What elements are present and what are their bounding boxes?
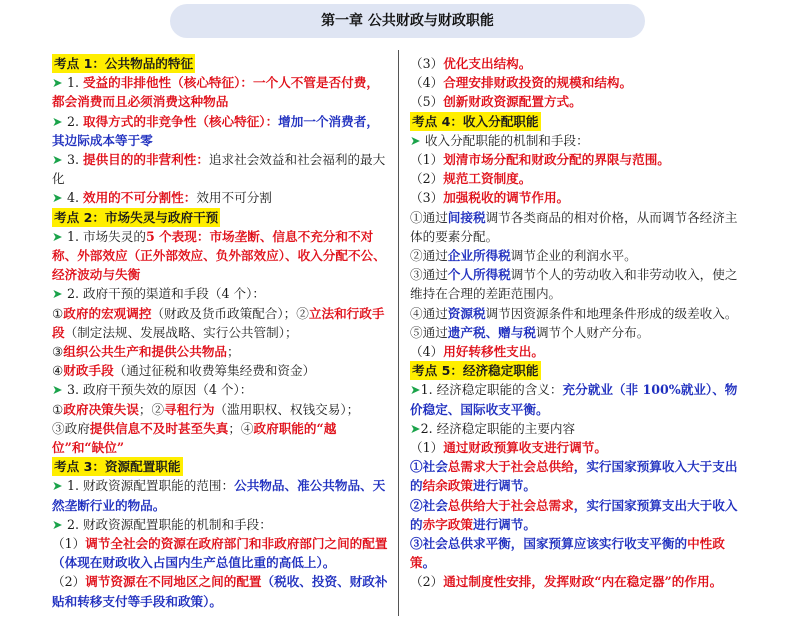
- text-segment: （2）: [410, 171, 444, 187]
- text-segment: 追求社会效益和社会福利的最大化: [52, 152, 386, 187]
- text-segment: 3. 政府干预失效的原因（4 个）：: [66, 382, 253, 398]
- text-segment: 加强税收的调节作用。: [443, 190, 570, 206]
- text-line: [52, 284, 388, 303]
- text-segment: 创新财政资源配置方式。: [443, 94, 582, 110]
- text-line: [410, 131, 746, 150]
- text-line: [410, 438, 746, 457]
- text-segment: 总需求大于社会总供给: [447, 459, 574, 475]
- text-segment: 1.: [66, 75, 83, 91]
- text-segment: 收入分配职能的机制和手段：: [424, 132, 589, 148]
- text-line: [52, 400, 388, 419]
- text-segment: ③通过: [410, 267, 448, 283]
- text-segment: 立法和行政手段: [52, 305, 385, 340]
- arrow-bullet-icon: ➤: [52, 190, 67, 206]
- text-line: [410, 572, 746, 591]
- arrow-bullet-icon: ➤: [410, 382, 421, 398]
- text-segment: （财政及货币政策配合）；②: [151, 305, 309, 321]
- arrow-bullet-icon: ➤: [410, 420, 421, 436]
- text-line: [410, 342, 746, 361]
- text-line: [52, 150, 388, 188]
- text-segment: 1. 财政资源配置职能的范围：: [66, 478, 235, 494]
- text-line: [410, 457, 746, 495]
- text-segment: （5）: [410, 94, 444, 110]
- text-segment: 2. 经济稳定职能的主要内容: [420, 420, 576, 436]
- text-line: [52, 515, 388, 534]
- text-segment: ②通过: [410, 248, 448, 264]
- text-segment: （3）: [410, 56, 444, 71]
- text-line: [52, 227, 388, 285]
- text-segment: 2. 政府干预的渠道和手段（4 个）：: [66, 286, 265, 302]
- text-line: [410, 92, 746, 111]
- text-line: [52, 476, 388, 514]
- text-segment: 1. 经济稳定职能的含义：: [420, 382, 563, 398]
- arrow-bullet-icon: ➤: [52, 228, 67, 244]
- arrow-bullet-icon: ➤: [410, 132, 425, 148]
- section-heading: [52, 457, 388, 476]
- text-segment: 充分就业（非 100%就业）、物价稳定、国际收支平衡。: [410, 382, 738, 417]
- text-segment: 。: [422, 555, 436, 571]
- text-line: [52, 572, 388, 610]
- heading-text: 考点 3：资源配置职能: [52, 457, 183, 476]
- text-segment: 进行调节。: [472, 516, 536, 532]
- text-segment: 遗产税、赠与税: [447, 324, 536, 340]
- text-segment: 总供给大于社会总需求: [447, 497, 574, 513]
- text-segment: 中性政策: [410, 536, 725, 571]
- text-segment: 效用的不可分割性：: [82, 190, 197, 206]
- text-segment: （1）: [410, 152, 444, 168]
- chapter-title: 第一章 公共财政与财政职能: [170, 4, 645, 38]
- text-segment: 4.: [66, 190, 83, 206]
- arrow-bullet-icon: ➤: [52, 516, 67, 532]
- section-heading: [410, 361, 746, 380]
- text-segment: ，实行国家预算收入大于支出的: [410, 459, 738, 494]
- arrow-bullet-icon: ➤: [52, 152, 67, 168]
- arrow-bullet-icon: ➤: [52, 113, 67, 129]
- text-segment: 进行调节。: [472, 478, 536, 494]
- text-segment: 调节因资源条件和地理条件形成的级差收入。: [485, 305, 738, 321]
- text-segment: （2）: [52, 574, 86, 590]
- text-line: [410, 150, 746, 169]
- text-segment: ①: [52, 305, 64, 321]
- text-line: [52, 304, 388, 342]
- text-segment: 结余政策: [422, 478, 473, 494]
- heading-text: 考点 1：公共物品的特征: [52, 54, 195, 73]
- text-line: [410, 534, 746, 572]
- text-segment: 政府决策失误: [63, 401, 139, 417]
- text-line: [52, 112, 388, 150]
- text-segment: ③社会总供求平衡，国家预算应该实行收支平衡的: [410, 536, 688, 552]
- text-segment: 财政手段: [63, 363, 114, 379]
- text-line: [410, 208, 746, 246]
- text-segment: 间接税: [447, 209, 486, 225]
- text-segment: ；②: [138, 401, 165, 417]
- text-segment: （税收、投资、财政补贴和转移支付等手段和政策）。: [52, 574, 388, 609]
- text-segment: 调节全社会的资源在政府部门和非政府部门之间的配置: [85, 536, 388, 552]
- text-segment: ①社会: [410, 459, 448, 475]
- text-segment: （2）: [410, 574, 444, 590]
- text-segment: 增加一个消费者，其边际成本等于零: [52, 113, 379, 148]
- text-line: [52, 342, 388, 361]
- text-segment: 寻租行为: [164, 401, 215, 417]
- text-segment: 调节各类商品的相对价格，从而调节各经济主体的要素分配。: [410, 209, 738, 244]
- text-line: [52, 534, 388, 572]
- text-segment: （3）: [410, 190, 444, 206]
- text-segment: 公共物品、准公共物品、天然垄断行业的物品。: [52, 478, 386, 513]
- text-segment: 调节资源在不同地区之间的配置: [85, 574, 262, 590]
- text-segment: 提供目的的非营利性：: [82, 152, 209, 168]
- text-segment: 2.: [66, 113, 83, 129]
- text-segment: 用好转移性支出。: [443, 344, 544, 360]
- text-segment: ③: [52, 344, 64, 360]
- text-segment: 5 个表现：市场垄断、信息不充分和不对称、外部效应（正外部效应、负外部效应）、收入分配不公、经济波动与失衡: [52, 228, 386, 283]
- left-column: [52, 54, 388, 611]
- text-segment: ⑤通过: [410, 324, 448, 340]
- text-segment: （1）: [52, 536, 86, 552]
- text-line: [410, 304, 746, 323]
- text-segment: 取得方式的非竞争性（核心特征）：: [82, 113, 279, 129]
- text-segment: 效用不可分割: [196, 190, 272, 206]
- text-segment: 3.: [66, 152, 83, 168]
- text-line: [410, 496, 746, 534]
- text-segment: 政府的宏观调控: [63, 305, 152, 321]
- text-segment: （通过征税和收费筹集经费和资金）: [113, 363, 316, 379]
- arrow-bullet-icon: ➤: [52, 382, 67, 398]
- text-segment: （4）: [410, 344, 444, 360]
- text-segment: ②社会: [410, 497, 448, 513]
- text-segment: 政府职能的“越位”和“缺位”: [52, 420, 337, 456]
- text-line: [52, 419, 388, 457]
- text-segment: ③政府: [52, 420, 90, 436]
- text-line: [410, 73, 746, 92]
- text-segment: 企业所得税: [447, 248, 511, 264]
- text-segment: 划清市场分配和财政分配的界限与范围。: [443, 152, 670, 168]
- text-line: [410, 265, 746, 303]
- text-line: [410, 380, 746, 418]
- text-line: [52, 361, 388, 380]
- text-segment: （4）: [410, 75, 444, 91]
- text-segment: 合理安排财政投资的规模和结构。: [443, 75, 633, 91]
- text-segment: ，实行国家预算支出大于收入的: [410, 497, 738, 532]
- text-line: [410, 54, 746, 73]
- heading-text: 考点 5：经济稳定职能: [410, 361, 541, 380]
- text-segment: 规范工资制度。: [443, 171, 532, 187]
- text-segment: （1）: [410, 440, 444, 456]
- text-segment: ；④: [228, 420, 254, 436]
- text-segment: 个人所得税: [447, 267, 511, 283]
- right-column: [410, 54, 746, 592]
- text-line: [52, 73, 388, 111]
- text-line: [410, 246, 746, 265]
- text-segment: ①: [52, 401, 64, 417]
- text-segment: 2. 财政资源配置职能的机制和手段：: [66, 516, 272, 532]
- text-segment: ④: [52, 363, 64, 379]
- text-line: [410, 419, 746, 438]
- text-segment: （滥用职权、权钱交易）；: [214, 401, 360, 417]
- text-line: [52, 188, 388, 207]
- heading-text: 考点 2：市场失灵与政府干预: [52, 208, 220, 227]
- text-segment: ④通过: [410, 305, 448, 321]
- text-segment: 调节个人的劳动收入和非劳动收入，使之维持在合理的差距范围内。: [410, 267, 738, 302]
- text-segment: 调节个人财产分布。: [535, 324, 650, 340]
- text-segment: 资源税: [447, 305, 486, 321]
- text-segment: 组织公共生产和提供公共物品: [63, 344, 228, 360]
- text-segment: 通过财政预算收支进行调节。: [443, 440, 607, 456]
- text-segment: 受益的非排他性（核心特征）：一个人不管是否付费，都会消费而且必须消费这种物品: [52, 75, 379, 110]
- text-line: [410, 188, 746, 207]
- text-line: [52, 380, 388, 399]
- text-line: [410, 169, 746, 188]
- text-segment: 提供信息不及时甚至失真: [89, 420, 229, 436]
- text-segment: 调节企业的利润水平。: [510, 248, 637, 264]
- section-heading: [52, 208, 388, 227]
- heading-text: 考点 4：收入分配职能: [410, 112, 541, 131]
- text-segment: 通过制度性安排，发挥财政“内在稳定器”的作用。: [443, 574, 723, 590]
- column-divider: [398, 50, 399, 616]
- text-segment: 优化支出结构。: [443, 56, 532, 71]
- arrow-bullet-icon: ➤: [52, 75, 67, 91]
- text-segment: （体现在财政收入占国内生产总值比重的高低上）。: [52, 555, 336, 571]
- text-line: [410, 323, 746, 342]
- text-segment: ①通过: [410, 209, 448, 225]
- arrow-bullet-icon: ➤: [52, 286, 67, 302]
- text-segment: 赤字政策: [422, 516, 473, 532]
- section-heading: [410, 112, 746, 131]
- arrow-bullet-icon: ➤: [52, 478, 67, 494]
- text-segment: ；: [227, 344, 240, 360]
- text-segment: （制定法规、发展战略、实行公共管制）；: [64, 324, 298, 340]
- section-heading: [52, 54, 388, 73]
- text-segment: 1. 市场失灵的: [66, 228, 146, 244]
